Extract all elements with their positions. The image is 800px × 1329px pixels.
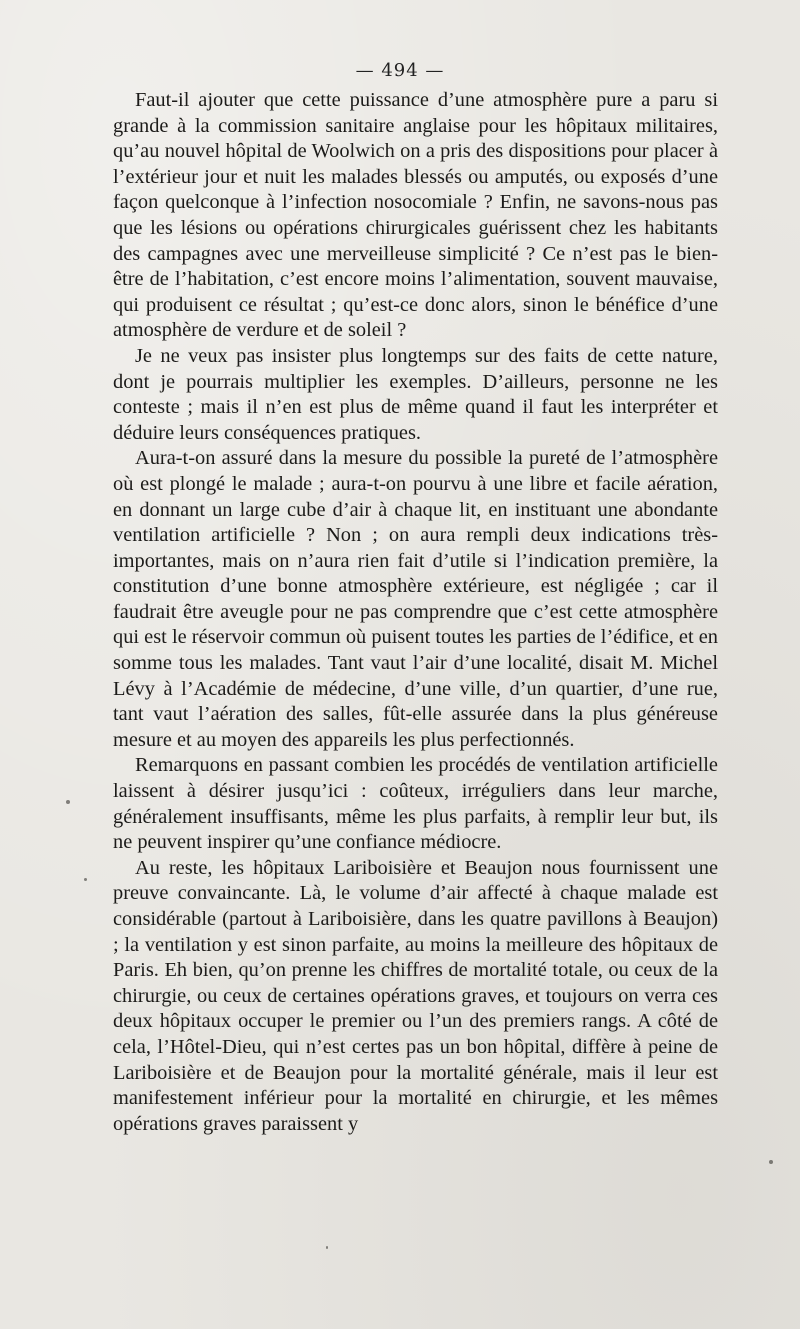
paragraph: Faut-il ajouter que cette puissance d’une atmosphère pure a paru si grande à la commission sanitaire anglaise pour les hôpitaux militaires, qu’au nouvel hôpital de Woolwich on a pris des dispositions pour placer à l’extérieur jour et nuit les malades blessés ou amputés, ou exposés d’une façon quelconque à l’infection nosocomiale ? Enfin, ne savons-nous pas que les lésions ou opérations chirurgicales guérissent chez les habitants des campagnes avec une merveilleuse simplicité ? Ce n’est pas le bien-être de l’habitation, c’est encore moins l’alimentation, souvent mauvaise, qui produisent ce résultat ; qu’est-ce donc alors, sinon le bénéfice d’une atmosphère de verdure et de soleil ? — [113, 89, 718, 342]
paper-speck — [84, 878, 87, 881]
paper-speck — [66, 800, 70, 804]
paper-speck — [326, 1246, 328, 1249]
paragraph: Aura-t-on assuré dans la mesure du possible la pureté de l’atmosphère où est plongé le malade ; aura-t-on pourvu à une libre et facile aération, en donnant un large cube d’air à chaque lit, en instituant une abondante ventilation artificielle ? Non ; on aura rempli deux indications très-importantes, mais on n’aura rien fait d’utile si l’indication première, la constitution d’une bonne atmosphère extérieure, est négligée ; car il faudrait être aveugle pour ne pas comprendre que c’est cette atmosphère qui est le réservoir commun où puisent toutes les parties de l’édifice, et en somme tous les malades. Tant vaut l’air d’une localité, disait M. Michel Lévy à l’Académie de médecine, d’une ville, d’un quartier, d’une rue, tant vaut l’aération des salles, fût-elle assurée dans la plus généreuse mesure et au moyen des appareils les plus perfectionnés. — [113, 447, 718, 751]
body-text — [113, 88, 718, 1137]
paragraph: Remarquons en passant combien les procédés de ventilation artificielle laissent à désirer jusqu’ici : coûteux, irréguliers dans leur marche, généralement insuffisants, même les plus parfaits, à remplir leur but, ils ne peuvent inspirer qu’une confiance médiocre. — [113, 754, 718, 854]
paragraph: Au reste, les hôpitaux Lariboisière et Beaujon nous fournissent une preuve convaincante. Là, le volume d’air affecté à chaque malade est considérable (partout à Lariboisière, dans les quatre pavillons à Beaujon) ; la ventilation y est sinon parfaite, au moins la meilleure des hôpitaux de Paris. Eh bien, qu’on prenne les chiffres de mortalité totale, ou ceux de la chirurgie, ou ceux de certaines opérations graves, et toujours on verra ces deux hôpitaux occuper le premier ou l’un des premiers rangs. A côté de cela, l’Hôtel-Dieu, qui n’est certes pas un bon hôpital, diffère à peine de Lariboisière et de Beaujon pour la mortalité générale, mais il leur est manifestement inférieur pour la mortalité en chirurgie, et les mêmes opérations graves paraissent y — [113, 856, 718, 1135]
page-number: — 494 — — [355, 60, 445, 81]
paragraph: Je ne veux pas insister plus longtemps sur des faits de cette nature, dont je pourrais multiplier les exemples. D’ailleurs, personne ne les conteste ; mais il n’en est plus de même quand il faut les interpréter et déduire leurs conséquences pratiques. — [113, 344, 718, 444]
paper-speck — [769, 1160, 773, 1164]
